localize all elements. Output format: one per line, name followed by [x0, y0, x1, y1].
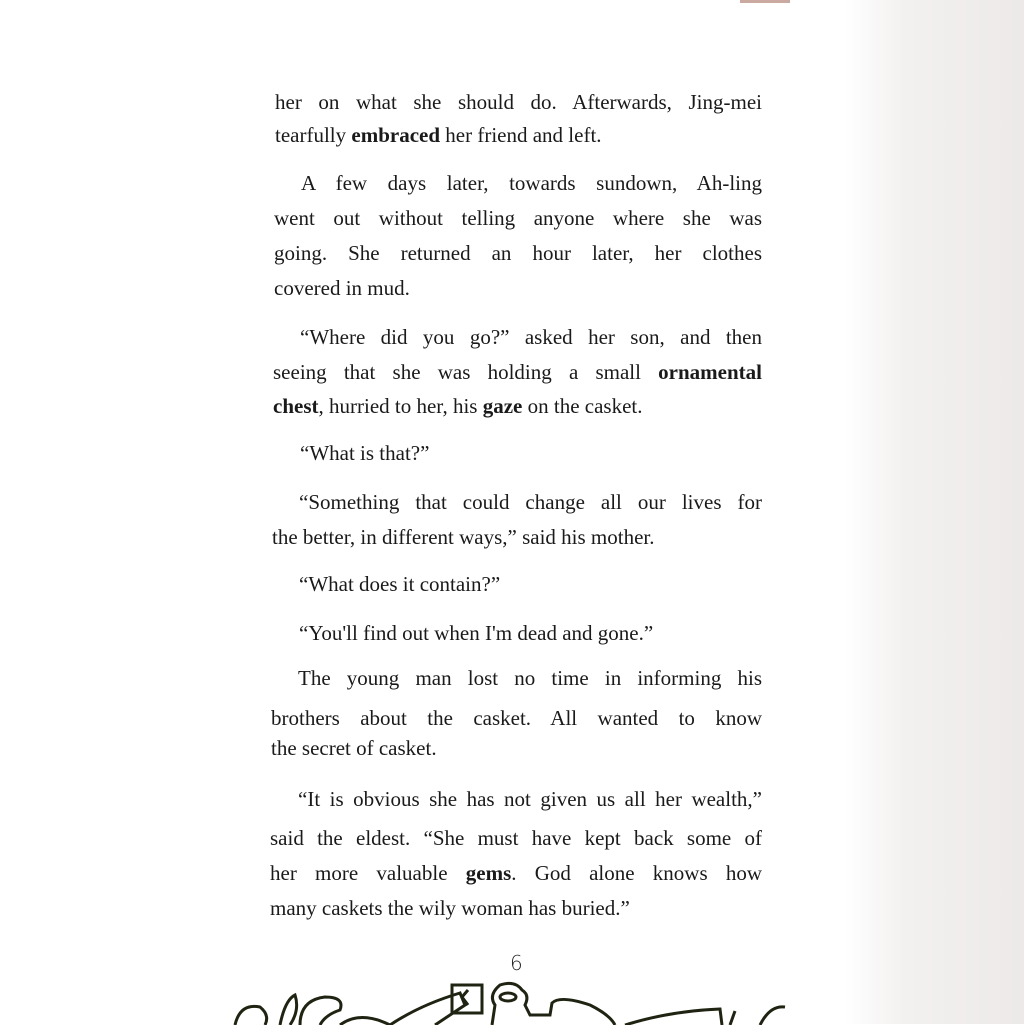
text-line [299, 488, 762, 516]
decorative-border-illustration [230, 975, 790, 1025]
text-line [271, 734, 437, 762]
text-line [298, 664, 762, 692]
text-line [301, 169, 762, 197]
text-segment: A few days later, towards sundown, Ah-ling [301, 171, 762, 195]
text-line [271, 704, 762, 732]
text-segment: the better, in different ways,” said his mother. [272, 525, 655, 549]
text-segment: “What is that?” [300, 441, 430, 465]
text-line [270, 859, 762, 887]
text-line [273, 392, 643, 420]
text-segment: the secret of casket. [271, 736, 437, 760]
text-line [300, 439, 429, 467]
text-segment: covered in mud. [274, 276, 410, 300]
bold-vocabulary-word: ornamental [658, 360, 762, 384]
text-line [273, 358, 762, 386]
bold-vocabulary-word: embraced [351, 123, 441, 147]
text-line [275, 88, 762, 116]
text-line [300, 323, 762, 351]
text-segment: went out without telling anyone where she was [274, 206, 762, 230]
text-segment: “It is obvious she has not given us all her wealth,” [298, 787, 762, 811]
text-segment: “Something that could change all our lives for [299, 490, 762, 514]
text-segment: her on what she should do. Afterwards, Jing-mei [275, 90, 762, 114]
text-segment: brothers about the casket. All wanted to know [271, 706, 762, 730]
text-line [272, 523, 655, 551]
text-segment: her friend and left. [440, 123, 602, 147]
text-segment: her more valuable [270, 861, 466, 885]
text-line [299, 570, 500, 598]
text-line [274, 239, 762, 267]
text-segment: “You'll find out when I'm dead and gone.” [299, 621, 654, 645]
text-segment: many caskets the wily woman has buried.” [270, 896, 630, 920]
text-segment: going. She returned an hour later, her clothes [274, 241, 762, 265]
text-line [274, 274, 410, 302]
text-segment: “What does it contain?” [299, 572, 501, 596]
page-number: 6 [510, 951, 523, 975]
text-line [270, 894, 630, 922]
text-segment: tearfully [275, 123, 352, 147]
text-line [298, 785, 762, 813]
text-segment: on the casket. [522, 394, 643, 418]
text-segment: seeing that she was holding a small [273, 360, 659, 384]
bold-vocabulary-word: chest [273, 394, 319, 418]
text-line [270, 824, 762, 852]
bold-vocabulary-word: gems [465, 861, 512, 885]
text-segment: The young man lost no time in informing his [298, 666, 762, 690]
text-line [275, 121, 602, 149]
text-segment: , hurried to her, his [318, 394, 483, 418]
text-segment: . God alone knows how [511, 861, 763, 885]
text-line [274, 204, 762, 232]
text-segment: “Where did you go?” asked her son, and then [300, 325, 762, 349]
text-line [299, 619, 653, 647]
text-segment: said the eldest. “She must have kept back some of [270, 826, 762, 850]
bold-vocabulary-word: gaze [482, 394, 523, 418]
